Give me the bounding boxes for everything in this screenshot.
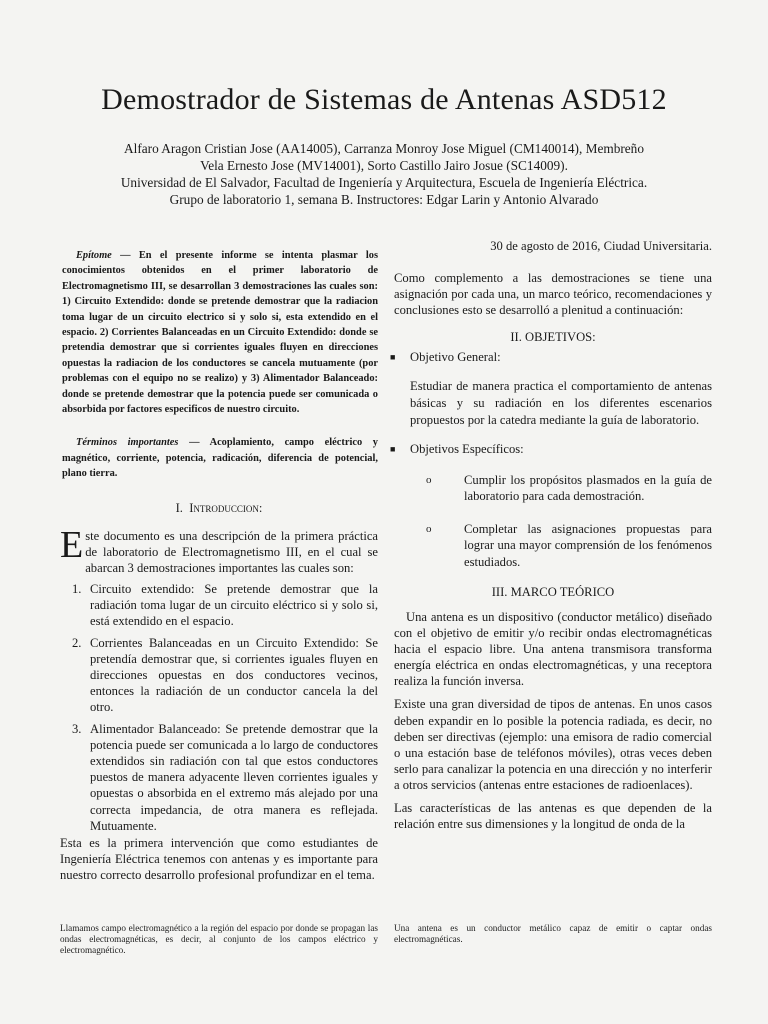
general-objective-text: Estudiar de manera practica el comportamiento de antenas básicas y su radiación en los diferentes escenarios propuestos por la catedra mediante la guía de laboratorio. xyxy=(410,378,712,428)
intro-closing: Esta es la primera intervención que como estudiantes de Ingeniería Eléctrica tenemos con antenas y es importante para nuestro correcto desarrollo profesional profundizar en el tema. xyxy=(60,836,378,883)
list-item xyxy=(60,635,378,716)
authors-line-1: Alfaro Aragon Cristian Jose (AA14005), Carranza Monroy Jose Miguel (CM140014), Membreño xyxy=(124,141,644,156)
terms-text: — Acoplamiento, campo eléctrico y magnético, corriente, potencia, radicación, diferencia de potencial, plano tierra. xyxy=(62,437,378,480)
authors-line-2: Vela Ernesto Jose (MV14001), Sorto Castillo Jairo Josue (SC14009). xyxy=(200,158,568,173)
marco-paragraph-3: Las características de las antenas es que dependen de la relación entre sus dimensiones y la longitud de onda de la xyxy=(394,801,712,832)
item-text: Corrientes Balanceadas en un Circuito Extendido: Se pretendía demostrar que, si corrientes iguales fluyen en direcciones opuestas en dos conductores vecinos, entonces la radiación de un conductor cancela la del otro. xyxy=(90,635,378,715)
intro-text: ste documento es una descripción de la primera práctica de laboratorio de Electromagnetismo III, en el cual se abarcan 3 demostraciones importantes las cuales son: xyxy=(85,528,378,575)
authors-block xyxy=(60,140,708,208)
paper-title: Demostrador de Sistemas de Antenas ASD512 xyxy=(101,83,667,116)
right-column xyxy=(390,270,712,832)
intro-paragraph xyxy=(60,523,378,576)
right-intro: Como complemento a las demostraciones se tiene una asignación por cada una, un marco teórico, recomendaciones y conclusiones esto se desarrolló a plenitud a continuación: xyxy=(394,271,712,318)
footnote-left: Llamamos campo electromagnético a la región del espacio por donde se propagan las ondas electromagnéticas, es decir, al conjunto de los campos eléctrico y electromagnético. xyxy=(60,923,378,956)
demo-list xyxy=(60,581,378,834)
left-column xyxy=(60,248,378,883)
specific-objectives-label: Objetivos Específicos: xyxy=(410,441,524,456)
square-bullet-icon: ■ xyxy=(390,443,396,454)
circle-bullet-icon: o xyxy=(426,473,432,486)
date-line: 30 de agosto de 2016, Ciudad Universitaria. xyxy=(490,239,712,253)
abstract xyxy=(60,248,378,417)
general-objective-bullet xyxy=(390,349,712,365)
drop-cap: E xyxy=(60,523,84,566)
list-item xyxy=(60,721,378,834)
circle-bullet-icon: o xyxy=(426,522,432,535)
index-terms xyxy=(60,435,378,481)
item-text: Circuito extendido: Se pretende demostrar que la radiación toma lugar de un circuito eléctrico si y solo si, está extendido en el espacio. xyxy=(90,581,378,629)
specific-objective-text: Cumplir los propósitos plasmados en la guía de laboratorio para cada demostración. xyxy=(464,472,712,504)
section-heading-objectives: II. OBJETIVOS: xyxy=(510,330,596,345)
list-item xyxy=(60,581,378,630)
marco-paragraph-1: Una antena es un dispositivo (conductor metálico) diseñado con el objetivo de emitir y/o recibir ondas electromagnéticas hacia el espacio libre. Una antena transmisora transforma energía eléctrica en ondas electromagnéticas, y una receptora realiza la función inversa. xyxy=(394,610,712,689)
footnote-right: Una antena es un conductor metálico capaz de emitir o captar ondas electromagnéticas. xyxy=(394,923,712,945)
specific-objective-text: Completar las asignaciones propuestas para lograr una mayor comprensión de los fenómenos estudiados. xyxy=(464,521,712,569)
intro-numeral: I. xyxy=(175,500,183,515)
abstract-lead: Epítome xyxy=(76,250,112,261)
section-heading-intro xyxy=(60,500,378,516)
affiliation-line: Universidad de El Salvador, Facultad de Ingeniería y Arquitectura, Escuela de Ingeniería Eléctrica. xyxy=(120,175,648,190)
group-line: Grupo de laboratorio 1, semana B. Instructores: Edgar Larin y Antonio Alvarado xyxy=(169,192,599,207)
terms-lead: Términos importantes xyxy=(76,437,179,449)
marco-paragraph-2: Existe una gran diversidad de tipos de antenas. En unos casos deben expandir en lo posible la potencia radiada, es decir, no deben ser directivas (ejemplo: una emisora de radio comercial o una estación base de teléfonos móviles), otras veces deben serlo para canalizar la potencia en una dirección y no interferir a otros servicios (antenas entre estaciones de radioenlaces). xyxy=(394,697,712,792)
section-heading-marco: III. MARCO TEÓRICO xyxy=(491,585,615,600)
item-number: 2. xyxy=(72,635,82,650)
item-number: 3. xyxy=(72,721,82,736)
square-bullet-icon: ■ xyxy=(390,352,396,363)
specific-objective-item xyxy=(394,521,712,570)
abstract-text: — En el presente informe se intenta plasmar los conocimientos obtenidos en el primer laboratorio de Electromagnetismo III, se desarrollan 3 demostraciones las cuales son: 1) Circuito Extendido: donde se pretende demostrar que la radiacion toma lugar de un circuito electrico si y solo si, esta extendido en el espacio. 2) Corrientes Balanceadas en un Circuito Extendido: donde se pretendia demostrar que si corrientes iguales fluyen en direcciones opuestas la radiacion de los conductores se cancela mutuamente (por problemas con el equipo no se realizo) y 3) Alimentador Balanceado: donde se pretende demostrar que la potencia puede ser comunicada o absorbida por factores especificos de nuestro circuito. xyxy=(62,250,378,416)
specific-objectives-bullet xyxy=(390,441,712,457)
item-text: Alimentador Balanceado: Se pretende demostrar que la potencia puede ser comunicada a lo largo de conductores extendidos sin radiación con tal que estos conductores puestos de manera adyacente lleven corrientes iguales y opuestas o absorbida en el extremo más alejado por una correcta impedancia, de otra manera es reflejada. Mutuamente. xyxy=(90,721,378,833)
specific-objective-item xyxy=(394,472,712,505)
item-number: 1. xyxy=(72,581,82,596)
intro-heading: Introduccion: xyxy=(189,500,263,515)
general-objective-label: Objetivo General: xyxy=(410,350,501,365)
